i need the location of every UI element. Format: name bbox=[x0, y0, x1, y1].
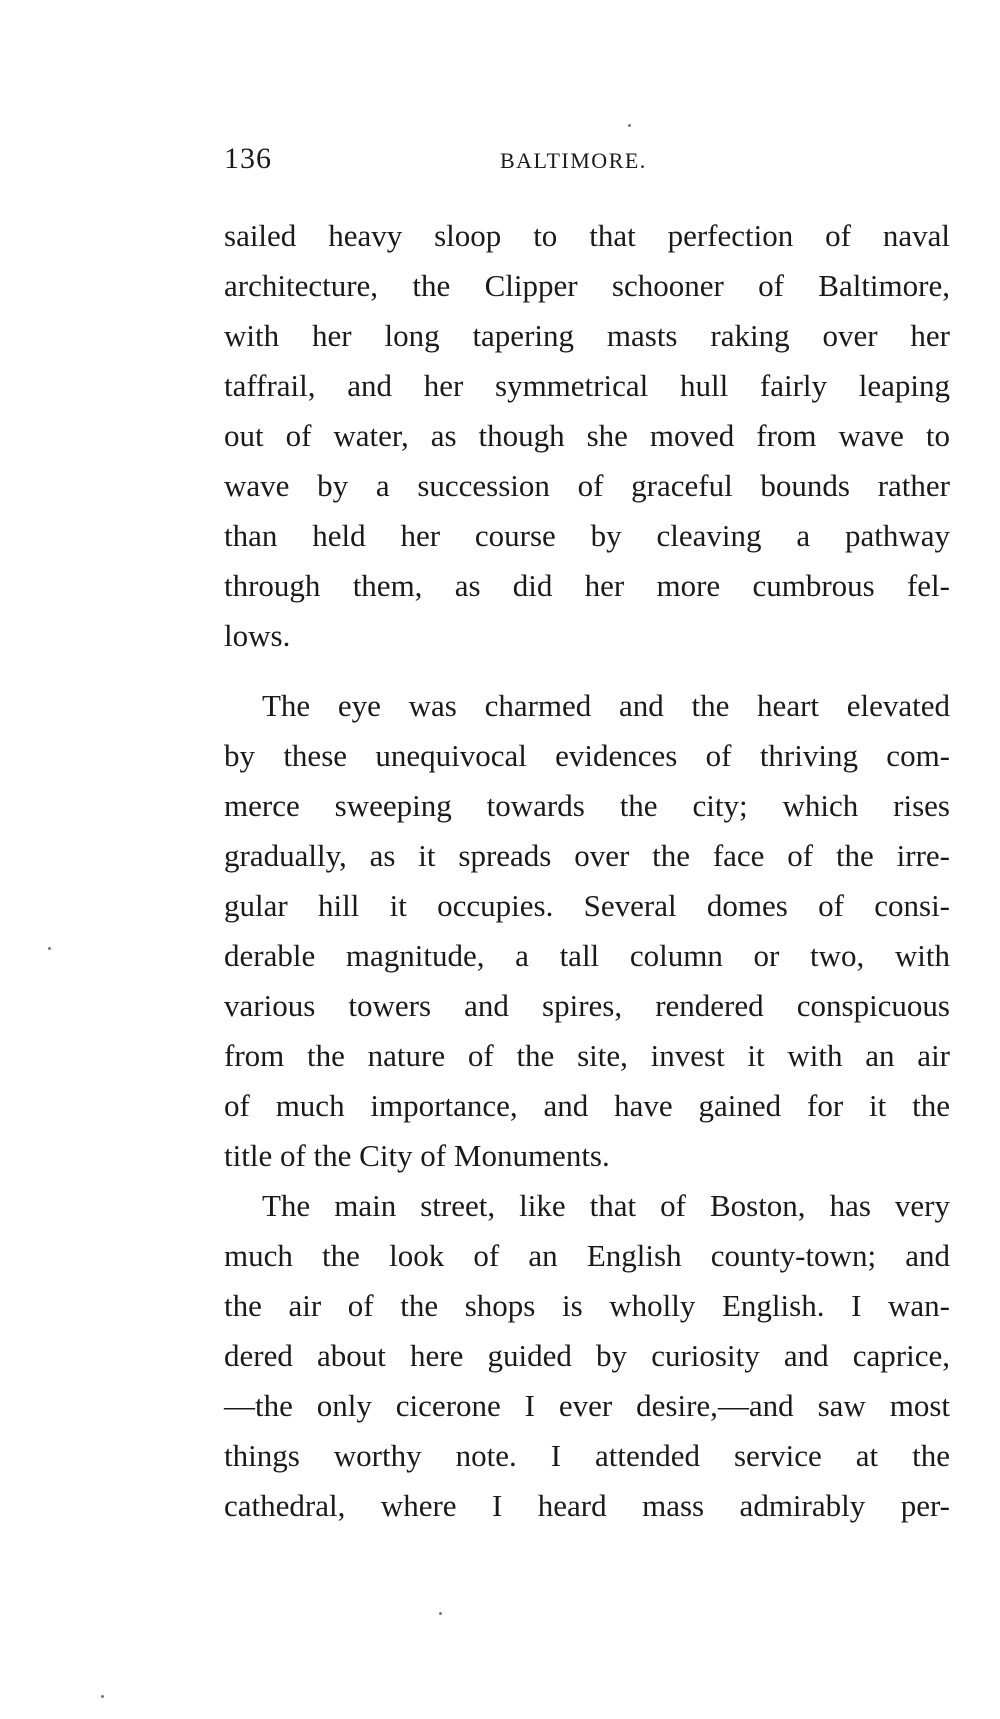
text-line: cathedral, where I heard mass admirably per- bbox=[224, 1488, 950, 1523]
text-line: dered about here guided by curiosity and caprice, bbox=[224, 1338, 950, 1373]
paragraph-2 bbox=[224, 681, 950, 1181]
scan-speck bbox=[628, 124, 631, 127]
text-line: —the only cicerone I ever desire,—and saw most bbox=[224, 1388, 950, 1423]
text-line: of much importance, and have gained for it the bbox=[224, 1088, 950, 1123]
text-line: The main street, like that of Boston, has very bbox=[262, 1188, 950, 1223]
text-line: merce sweeping towards the city; which rises bbox=[224, 788, 950, 823]
page-header bbox=[224, 142, 950, 186]
body-text bbox=[224, 211, 950, 1531]
paragraph-3 bbox=[224, 1181, 950, 1531]
text-line: by these unequivocal evidences of thriving com- bbox=[224, 738, 950, 773]
text-line: The eye was charmed and the heart elevated bbox=[262, 688, 950, 723]
paragraph-gap bbox=[224, 661, 950, 681]
paragraph-1 bbox=[224, 211, 950, 661]
text-line: out of water, as though she moved from wave to bbox=[224, 418, 950, 453]
text-line: sailed heavy sloop to that perfection of naval bbox=[224, 218, 950, 253]
scan-speck bbox=[439, 1612, 442, 1615]
scan-speck bbox=[48, 947, 51, 950]
text-line: derable magnitude, a tall column or two, with bbox=[224, 938, 950, 973]
text-line: through them, as did her more cumbrous fel- bbox=[224, 568, 950, 603]
text-line: architecture, the Clipper schooner of Baltimore, bbox=[224, 268, 950, 303]
text-line: from the nature of the site, invest it with an air bbox=[224, 1038, 950, 1073]
text-line: gular hill it occupies. Several domes of consi- bbox=[224, 888, 950, 923]
text-line: than held her course by cleaving a pathway bbox=[224, 518, 950, 553]
text-line: much the look of an English county-town; and bbox=[224, 1238, 950, 1273]
text-line: wave by a succession of graceful bounds rather bbox=[224, 468, 950, 503]
text-line: the air of the shops is wholly English. I wan- bbox=[224, 1288, 950, 1323]
page-number: 136 bbox=[224, 142, 272, 175]
text-line: with her long tapering masts raking over her bbox=[224, 318, 950, 353]
text-line: gradually, as it spreads over the face of the irre- bbox=[224, 838, 950, 873]
text-line: title of the City of Monuments. bbox=[224, 1138, 610, 1173]
text-line: various towers and spires, rendered conspicuous bbox=[224, 988, 950, 1023]
running-head: BALTIMORE. bbox=[500, 148, 647, 173]
text-line: lows. bbox=[224, 618, 291, 653]
text-line: things worthy note. I attended service at the bbox=[224, 1438, 950, 1473]
scan-speck bbox=[101, 1695, 104, 1698]
text-line: taffrail, and her symmetrical hull fairly leaping bbox=[224, 368, 950, 403]
